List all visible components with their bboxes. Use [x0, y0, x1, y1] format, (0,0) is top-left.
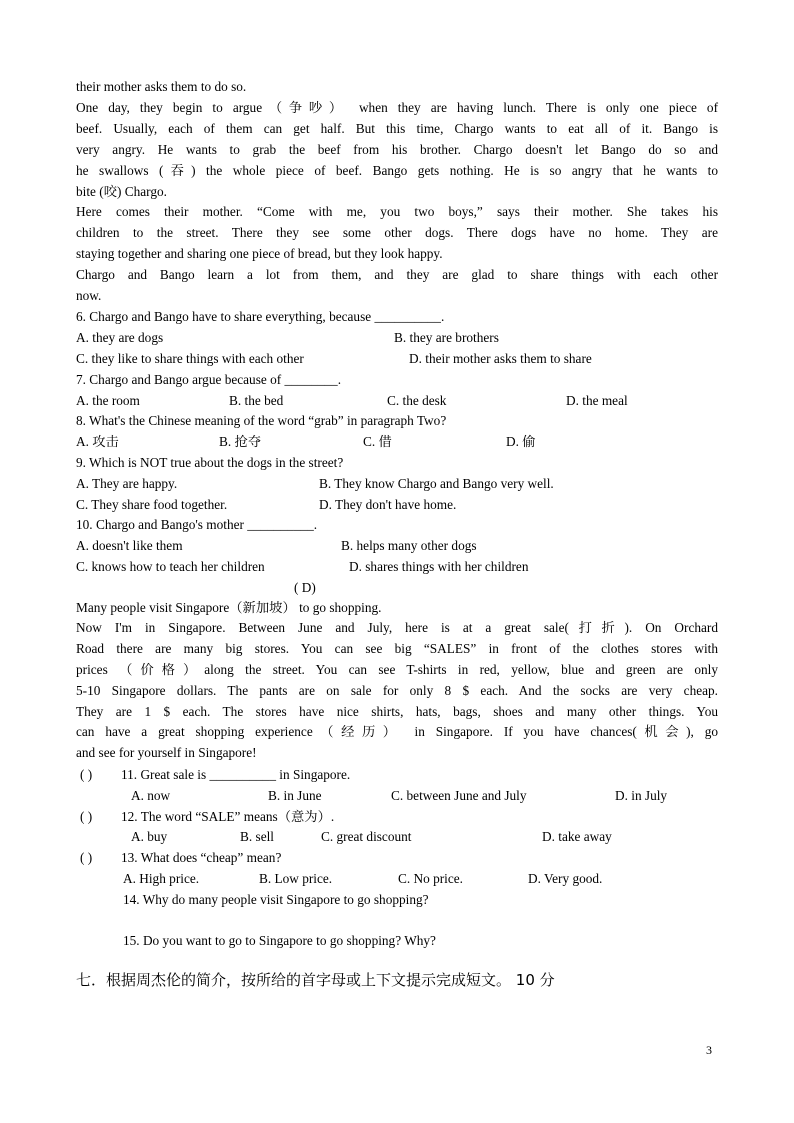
question-stem: 6. Chargo and Bango have to share everything, because __________. — [76, 309, 445, 324]
option-d: D. their mother asks them to share — [409, 351, 592, 366]
option-d: D. Very good. — [528, 871, 603, 886]
passage-line: beef. Usually, each of them can get half. But this time, Chargo wants to eat all of it. Bango is — [76, 121, 718, 136]
option-c: C. they like to share things with each other — [76, 351, 304, 366]
question-stem: 11. Great sale is __________ in Singapore. — [121, 767, 351, 782]
passage-line: 5-10 Singapore dollars. The pants are on sale for only 8 $ each. And the socks are very cheap. — [76, 683, 718, 698]
question-13-options — [0, 868, 794, 889]
option-c: C. No price. — [398, 871, 463, 886]
option-d: D. in July — [615, 788, 668, 803]
answer-blank[interactable]: ( ) — [80, 767, 93, 782]
question-6 — [0, 306, 794, 327]
option-d: D. 偷 — [506, 434, 536, 449]
question-14 — [0, 889, 794, 910]
question-stem: 14. Why do many people visit Singapore to go shopping? — [123, 892, 429, 907]
question-9-options-row1 — [0, 473, 794, 494]
question-stem: 10. Chargo and Bango's mother __________. — [76, 517, 318, 532]
question-stem: 13. What does “cheap” mean? — [121, 850, 282, 865]
option-a: A. High price. — [123, 871, 200, 886]
question-7 — [0, 369, 794, 390]
passage-line: prices （价格）along the street. You can see T-shirts in red, yellow, blue and green are only — [76, 662, 718, 677]
passage-line: They are 1 $ each. The stores have nice shirts, hats, bags, shoes and many other things. You — [76, 704, 718, 719]
option-b: B. sell — [240, 829, 274, 844]
option-d: D. the meal — [566, 393, 628, 408]
option-a: A. buy — [131, 829, 168, 844]
option-a: A. doesn't like them — [76, 538, 183, 553]
option-b: B. in June — [268, 788, 322, 803]
answer-blank[interactable]: ( ) — [80, 850, 93, 865]
page-number: 3 — [706, 1043, 712, 1057]
option-c: C. between June and July — [391, 788, 527, 803]
passage-line: children to the street. There they see some other dogs. There dogs have no home. They are — [76, 225, 718, 240]
passage-line: can have a great shopping experience（经历） in Singapore. If you have chances(机会), go — [76, 724, 718, 739]
question-6-options-row2 — [0, 348, 794, 369]
passage-line: Here comes their mother. “Come with me, you two boys,” says their mother. She takes his — [76, 204, 718, 219]
section-d-label: ( D) — [294, 580, 316, 595]
passage-line: staying together and sharing one piece of bread, but they look happy. — [76, 246, 443, 261]
option-b: B. 抢夺 — [219, 434, 262, 449]
option-d: D. They don't have home. — [319, 497, 457, 512]
option-b: B. helps many other dogs — [341, 538, 477, 553]
question-12 — [0, 806, 794, 827]
option-d: D. take away — [542, 829, 612, 844]
passage-line: Many people visit Singapore（新加坡） to go shopping. — [76, 600, 382, 615]
option-c: C. the desk — [387, 393, 447, 408]
question-stem: 7. Chargo and Bango argue because of ________. — [76, 372, 342, 387]
passage-line: very angry. He wants to grab the beef from his brother. Chargo doesn't let Bango do so and — [76, 142, 718, 157]
question-11 — [0, 764, 794, 785]
option-b: B. They know Chargo and Bango very well. — [319, 476, 554, 491]
question-7-options — [0, 390, 794, 411]
passage-line: their mother asks them to do so. — [76, 79, 247, 94]
option-a: A. they are dogs — [76, 330, 164, 345]
passage-line: and see for yourself in Singapore! — [76, 745, 257, 760]
question-10-options-row2 — [0, 556, 794, 577]
question-stem: 12. The word “SALE” means（意为）. — [121, 809, 335, 824]
option-b: B. the bed — [229, 393, 284, 408]
passage-line: now. — [76, 288, 102, 303]
passage-line: One day, they begin to argue（争吵） when they are having lunch. There is only one piece of — [76, 100, 718, 115]
section-d-label-row — [0, 577, 794, 598]
passage-line: he swallows (吞) the whole piece of beef. Bango gets nothing. He is so angry that he wants to — [76, 163, 718, 178]
passage-line: Chargo and Bango learn a lot from them, and they are glad to share things with each other — [76, 267, 718, 282]
option-a: A. 攻击 — [76, 434, 119, 449]
option-d: D. shares things with her children — [349, 559, 529, 574]
question-8-options — [0, 431, 794, 452]
option-c: C. knows how to teach her children — [76, 559, 265, 574]
question-13 — [0, 847, 794, 868]
question-9-options-row2 — [0, 494, 794, 515]
passage-line: bite (咬) Chargo. — [76, 184, 167, 199]
option-c: C. great discount — [321, 829, 412, 844]
question-stem: 15. Do you want to go to Singapore to go shopping? Why? — [123, 933, 436, 948]
question-11-options — [0, 785, 794, 806]
passage-line: Road there are many big stores. You can see big “SALES” in front of the clothes stores with — [76, 641, 718, 656]
question-8 — [0, 410, 794, 431]
question-stem: 8. What's the Chinese meaning of the word “grab” in paragraph Two? — [76, 413, 447, 428]
section-7-heading: 七．根据周杰伦的简介，按所给的首字母或上下文提示完成短文。 10 分 — [76, 971, 555, 989]
passage-line: Now I'm in Singapore. Between June and July, here is at a great sale(打折). On Orchard — [76, 620, 718, 635]
question-12-options — [0, 826, 794, 847]
option-a: A. now — [131, 788, 171, 803]
option-c: C. 借 — [363, 434, 392, 449]
option-a: A. the room — [76, 393, 140, 408]
question-10-options-row1 — [0, 535, 794, 556]
option-c: C. They share food together. — [76, 497, 228, 512]
question-9 — [0, 452, 794, 473]
answer-blank[interactable]: ( ) — [80, 809, 93, 824]
option-b: B. Low price. — [259, 871, 333, 886]
option-b: B. they are brothers — [394, 330, 499, 345]
question-10 — [0, 514, 794, 535]
question-6-options-row1 — [0, 327, 794, 348]
option-a: A. They are happy. — [76, 476, 178, 491]
question-stem: 9. Which is NOT true about the dogs in the street? — [76, 455, 344, 470]
question-15 — [0, 930, 794, 951]
